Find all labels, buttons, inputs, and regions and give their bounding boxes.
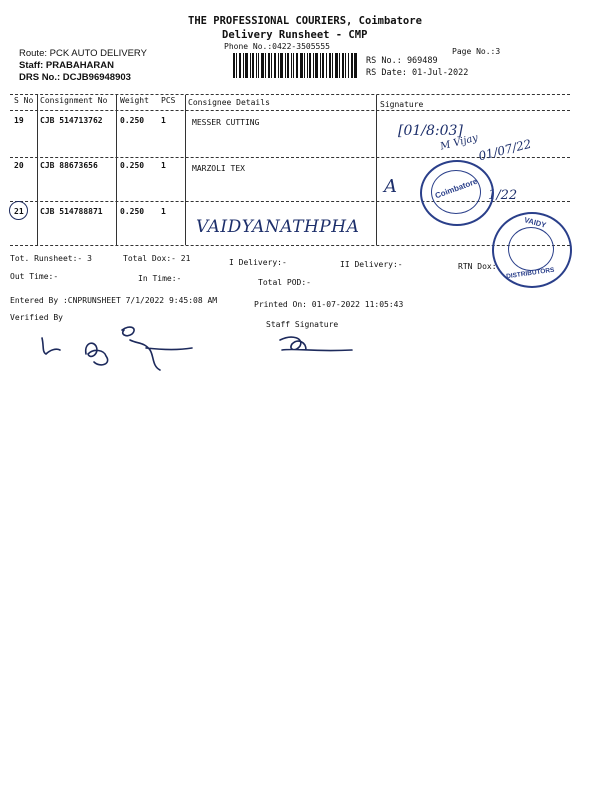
verified-by-label: Verified By	[10, 313, 63, 322]
handwritten-receiver: M Vijay	[439, 132, 480, 153]
page-number: Page No.:3	[452, 47, 501, 56]
row-consignment: CJB 88673656	[40, 161, 98, 170]
total-dox: Total Dox:- 21	[123, 254, 191, 263]
row-consignee: MARZOLI TEX	[192, 164, 245, 173]
handwritten-date: 01/07/22	[477, 136, 533, 164]
table-bottom-rule	[10, 245, 570, 246]
row-sno: 21	[14, 207, 24, 216]
document-title: Delivery Runsheet - CMP	[222, 29, 368, 41]
staff-signature-label: Staff Signature	[266, 320, 339, 329]
barcode-graphic	[233, 53, 357, 78]
distributor-seal	[492, 212, 572, 288]
seal-inner-ring	[508, 227, 554, 271]
row-sno: 19	[14, 116, 24, 125]
barcode	[233, 53, 357, 78]
col-consignee: Consignee Details	[188, 98, 270, 107]
rs-date: RS Date: 01-Jul-2022	[366, 68, 469, 78]
divider-consignment	[116, 95, 117, 245]
rs-number: RS No.: 969489	[366, 56, 438, 66]
row-consignment: CJB 514788871	[40, 207, 103, 216]
seal-bottom-text: DISTRIBUTORS	[505, 266, 555, 281]
divider-pcs	[185, 95, 186, 245]
col-weight: Weight	[120, 96, 149, 105]
row-pcs: 1	[161, 207, 166, 216]
row-sno-circle	[9, 201, 28, 220]
row-weight: 0.250	[120, 207, 145, 216]
verifier-signature	[34, 320, 194, 376]
rtn-dox: RTN Dox:	[458, 262, 497, 271]
total-pod: Total POD:-	[258, 278, 311, 287]
seal-text: Coimbatore	[433, 176, 479, 201]
in-time: In Time:-	[138, 274, 182, 283]
col-sno: S No	[14, 96, 34, 105]
printed-on: Printed On: 01-07-2022 11:05:43	[254, 300, 404, 309]
row-weight: 0.250	[120, 161, 145, 170]
handwritten-time: [01/8:03]	[398, 123, 463, 139]
row-pcs: 1	[161, 116, 166, 125]
ii-delivery: II Delivery:-	[340, 260, 403, 269]
divider-consignee	[376, 95, 377, 245]
phone-number: Phone No.:0422-3505555	[224, 42, 330, 51]
seal-top-text: VAIDY	[523, 215, 548, 230]
header-bottom-rule	[10, 110, 570, 111]
handwritten-consignee-name: VAIDYANATHPHA	[196, 217, 360, 237]
row-weight: 0.250	[120, 116, 145, 125]
out-time: Out Time:-	[10, 272, 59, 281]
i-delivery: I Delivery:-	[229, 258, 287, 267]
company-seal	[420, 160, 494, 226]
table-top-rule	[10, 94, 570, 95]
handwritten-sign: A	[384, 176, 397, 197]
row-consignment: CJB 514713762	[40, 116, 103, 125]
col-consignment: Consignment No	[40, 96, 108, 105]
row-sno: 20	[14, 161, 24, 170]
row-consignee: MESSER CUTTING	[192, 118, 260, 127]
route-label: Route: PCK AUTO DELIVERY	[19, 48, 147, 59]
company-name: THE PROFESSIONAL COURIERS, Coimbatore	[188, 15, 422, 27]
handwritten-date: 1/22	[488, 188, 518, 203]
total-runsheet: Tot. Runsheet:- 3	[10, 254, 92, 263]
row-pcs: 1	[161, 161, 166, 170]
divider-sno	[37, 95, 38, 245]
drs-number: DRS No.: DCJB96948903	[19, 72, 131, 83]
col-signature: Signature	[380, 100, 424, 109]
entered-by: Entered By :CNPRUNSHEET 7/1/2022 9:45:08 AM	[10, 296, 218, 305]
staff-label: Staff: PRABAHARAN	[19, 60, 114, 71]
col-pcs: PCS	[161, 96, 176, 105]
staff-signature	[276, 328, 356, 360]
